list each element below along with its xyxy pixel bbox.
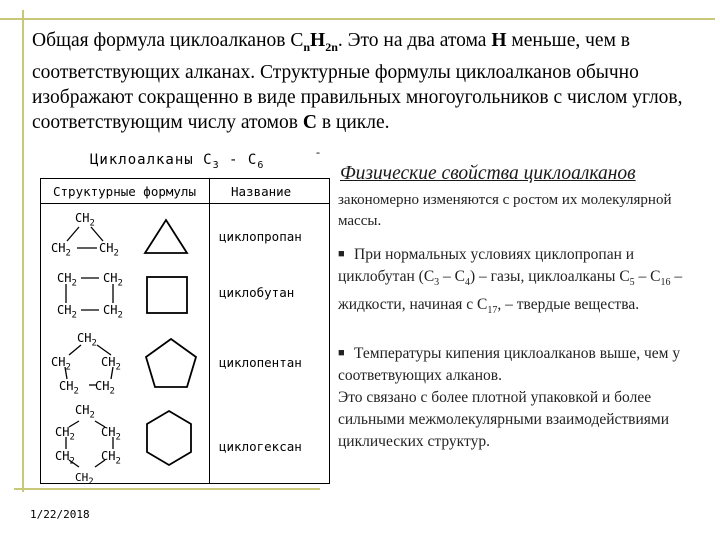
- table-title: Циклоалканы $C_3 - C_6$: [90, 152, 265, 171]
- bullet-states: ■ При нормальных условиях циклопропан и циклобутан $(С_3 - С_4)$ – газы, циклоалканы $С_5 - С_{16}$ – жидкости, начиная с $С_{17}$, – твердые вещества.: [338, 243, 710, 322]
- row-name-cyclobutane: циклобутан: [219, 285, 295, 300]
- slide-date: 1/22/2018: [30, 508, 90, 521]
- group-label: $CH_2$: [59, 379, 79, 397]
- group-label: $CH_2$: [95, 379, 115, 397]
- group-label: $CH_2$: [75, 471, 94, 488]
- row-name-cyclopentane: циклопентан: [219, 355, 302, 370]
- row-name-cyclopropane: циклопропан: [219, 229, 302, 244]
- group-label: $CH_2$: [101, 449, 121, 467]
- group-label: $CH_2$: [99, 241, 119, 259]
- group-label: $CH_2$: [75, 211, 95, 229]
- square-icon: [141, 273, 193, 319]
- pentagon-icon: [141, 335, 201, 391]
- physics-title: Физические свойства циклоалканов: [340, 163, 636, 184]
- group-label: $CH_2$: [57, 271, 77, 289]
- column-divider: [209, 179, 210, 483]
- physics-intro: закономерно изменяются с ростом их молекулярной массы.: [338, 192, 672, 229]
- triangle-icon: [141, 217, 191, 257]
- top-border-line: [0, 18, 715, 20]
- group-label: $CH_2$: [101, 425, 121, 443]
- column-header-name: Название: [231, 184, 292, 199]
- intro-paragraph: Общая формула циклоалканов $C_nH_{2n}$. Это на два атома H меньше, чем в соответствующих алканах. Структурные формулы циклоалканов обычно изображают сокращенно в виде правильных многоугольников с числом углов, соответствующим числу атомов C в цикле.: [32, 30, 683, 133]
- cycloalkane-table: [40, 178, 330, 488]
- group-label: $CH_2$: [57, 303, 77, 321]
- hexagon-icon: [141, 407, 197, 469]
- bullet-boiling: ■ Температуры кипения циклоалканов выше, чем у соответвующих алканов.: [338, 342, 710, 387]
- group-label: $CH_2$: [51, 355, 71, 373]
- column-header-formulas: Структурные формулы: [53, 184, 196, 199]
- group-label: $CH_2$: [101, 355, 121, 373]
- left-border-line: [22, 10, 24, 492]
- group-label: $CH_2$: [103, 303, 123, 321]
- group-label: $CH_2$: [55, 425, 75, 443]
- group-label: $CH_2$: [51, 241, 71, 259]
- group-label: $CH_2$: [77, 331, 97, 349]
- bottom-border-line: [14, 488, 320, 490]
- bullet-square-icon: ■: [338, 347, 345, 359]
- decor-dash: -: [316, 145, 320, 159]
- physics-explanation: Это связано с более плотной упаковкой и более сильными межмолекулярными взаимодействиями циклических структур.: [338, 389, 670, 450]
- group-label: $CH_2$: [75, 403, 95, 421]
- bullet-square-icon: ■: [338, 248, 345, 260]
- group-label: $CH_2$: [55, 449, 75, 467]
- group-label: $CH_2$: [103, 271, 123, 289]
- row-name-cyclohexane: циклогексан: [219, 439, 302, 454]
